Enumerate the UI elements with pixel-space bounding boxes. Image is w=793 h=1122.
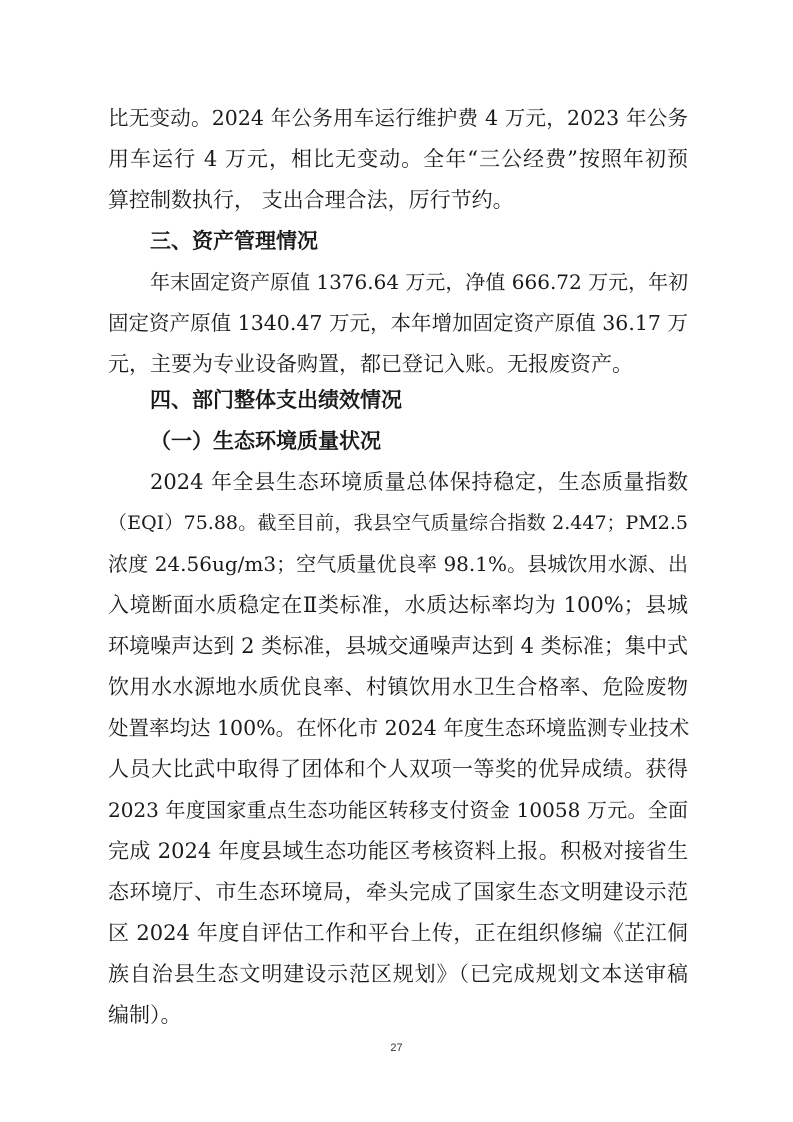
paragraph-line: 完成 2024 年度县域生态功能区考核资料上报。积极对接省生 (108, 839, 688, 863)
paragraph-line: 算控制数执行， 支出合理合法，厉行节约。 (108, 188, 514, 212)
subsection-heading-environment: （一）生态环境质量状况 (150, 429, 381, 453)
paragraph-line: 年末固定资产原值 1376.64 万元，净值 666.72 万元，年初 (150, 270, 689, 294)
paragraph-line: 处置率均达 100%。在怀化市 2024 年度生态环境监测专业技术 (108, 716, 690, 740)
section-heading-assets: 三、资产管理情况 (150, 229, 318, 253)
paragraph-line: 用车运行 4 万元，相比无变动。全年“三公经费”按照年初预 (108, 147, 688, 171)
paragraph-line: 浓度 24.56ug/m3；空气质量优良率 98.1%。县城饮用水源、出 (108, 552, 688, 576)
paragraph-line: 态环境厅、市生态环境局，牵头完成了国家生态文明建设示范 (108, 880, 688, 904)
paragraph-line: 固定资产原值 1340.47 万元，本年增加固定资产原值 36.17 万 (108, 311, 688, 335)
paragraph-line: 比无变动。2024 年公务用车运行维护费 4 万元，2023 年公务 (108, 106, 688, 130)
paragraph-line: 2024 年全县生态环境质量总体保持稳定，生态质量指数 (150, 470, 688, 494)
paragraph-line: 入境断面水质稳定在Ⅱ类标准，水质达标率均为 100%；县城 (108, 593, 688, 617)
paragraph-line: 族自治县生态文明建设示范区规划》（已完成规划文本送审稿 (108, 962, 688, 986)
paragraph-line: （EQI）75.88。截至目前，我县空气质量综合指数 2.447；PM2.5 (108, 512, 688, 534)
paragraph-line: 编制）。 (108, 1003, 182, 1027)
paragraph-line: 2023 年度国家重点生态功能区转移支付资金 10058 万元。全面 (108, 798, 688, 822)
paragraph-line: 元，主要为专业设备购置，都已登记入账。无报废资产。 (108, 352, 633, 376)
paragraph-line: 区 2024 年度自评估工作和平台上传，正在组织修编《芷江侗 (108, 921, 688, 945)
paragraph-line: 人员大比武中取得了团体和个人双项一等奖的优异成绩。获得 (108, 757, 688, 781)
paragraph-line: 环境噪声达到 2 类标准，县城交通噪声达到 4 类标准；集中式 (108, 634, 688, 658)
paragraph-line: 饮用水水源地水质优良率、村镇饮用水卫生合格率、危险废物 (108, 675, 688, 699)
section-heading-performance: 四、部门整体支出绩效情况 (150, 388, 402, 412)
page-number: 27 (390, 1042, 403, 1054)
